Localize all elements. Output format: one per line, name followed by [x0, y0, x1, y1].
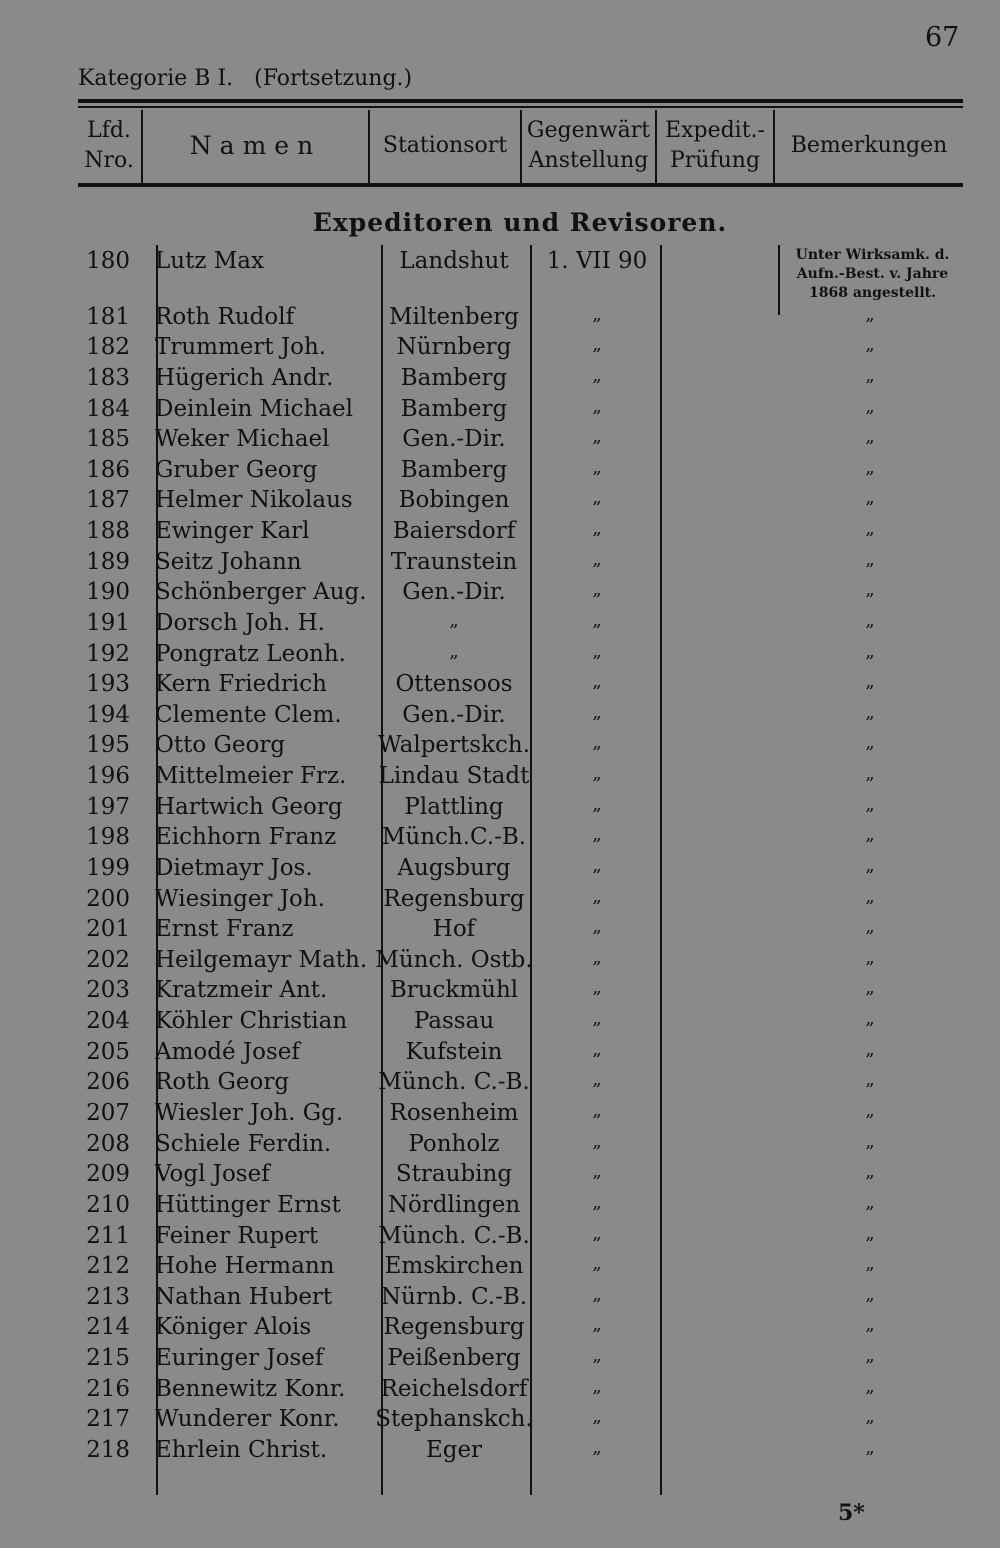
table-row	[0, 1437, 1000, 1467]
header-current-line2: Anstellung	[528, 148, 649, 173]
row-date: „	[592, 1314, 602, 1336]
row-remark: „	[865, 456, 875, 478]
row-date: „	[592, 1406, 602, 1428]
row-remark: „	[865, 732, 875, 754]
row-number: 184	[86, 395, 130, 422]
row-date: „	[592, 1100, 602, 1121]
row-date: „	[592, 1191, 602, 1213]
row-remark: „	[865, 518, 875, 540]
row-name: Roth Georg	[155, 1069, 290, 1096]
table-row	[0, 641, 1000, 671]
row-number: 200	[86, 885, 130, 912]
header-nr-line1: Lfd.	[87, 118, 131, 143]
header-bottom-rule	[78, 183, 963, 187]
header-name	[143, 110, 368, 182]
row-date: „	[592, 426, 602, 448]
row-remark: „	[865, 609, 875, 631]
row-remark: „	[865, 579, 875, 601]
table-row	[0, 855, 1000, 885]
row-name: Helmer Nikolaus	[155, 487, 353, 514]
row-name: Nathan Hubert	[155, 1283, 333, 1310]
row-remark: „	[865, 1436, 875, 1458]
row-remark: „	[865, 364, 875, 386]
row-name: Gruber Georg	[155, 456, 318, 483]
row-name: Vogl Josef	[155, 1161, 270, 1188]
row-date: „	[592, 977, 602, 999]
row-number: 188	[86, 518, 130, 545]
row-remark: „	[865, 977, 875, 999]
row-number: 196	[86, 763, 130, 790]
row-name: Dietmayr Jos.	[155, 854, 313, 881]
table-row	[0, 487, 1000, 517]
row-station: Landshut	[399, 248, 509, 274]
row-remark: „	[865, 548, 875, 570]
row-remark: „	[865, 793, 875, 815]
table-row	[0, 1161, 1000, 1191]
row-station: Baiersdorf	[392, 518, 516, 545]
row-station: Straubing	[395, 1161, 513, 1188]
row-name: Ehrlein Christ.	[155, 1436, 328, 1463]
remark-first-line2: Aufn.-Best. v. Jahre	[796, 266, 949, 282]
row-remark: „	[865, 946, 875, 968]
row-number: 218	[86, 1436, 130, 1463]
header-exam-line2: Prüfung	[669, 148, 761, 173]
row-remark: „	[865, 1345, 875, 1367]
row-number: 181	[86, 303, 130, 330]
table-row	[0, 304, 1000, 334]
row-station: Eger	[425, 1436, 483, 1463]
table-row	[0, 426, 1000, 456]
row-number: 214	[86, 1314, 130, 1341]
row-number: 211	[86, 1222, 130, 1249]
row-number: 197	[86, 793, 130, 820]
row-number: 191	[86, 609, 130, 636]
row-date: 1. VII 90	[546, 248, 648, 274]
row-number: 192	[86, 640, 130, 667]
row-remark: „	[865, 854, 875, 876]
row-station: Miltenberg	[389, 303, 519, 330]
header-station-label: Stationsort	[382, 133, 508, 158]
row-number: 206	[86, 1069, 130, 1096]
table-row	[0, 1376, 1000, 1406]
section-title: Expeditoren und Revisoren.	[312, 208, 728, 237]
table-row	[0, 886, 1000, 916]
row-date: „	[592, 395, 602, 417]
row-name: Deinlein Michael	[155, 395, 353, 422]
remark-first-line3: 1868 angestellt.	[808, 285, 937, 301]
row-station: Ponholz	[408, 1130, 500, 1157]
row-date: „	[592, 946, 602, 968]
row-remark: „	[865, 916, 875, 938]
row-number: 193	[86, 671, 130, 698]
row-station: Lindau Stadt	[378, 763, 530, 790]
row-name: Heilgemayr Math.	[155, 946, 368, 973]
table-row	[0, 1192, 1000, 1222]
row-station: Regensburg	[383, 885, 525, 912]
row-name: Köhler Christian	[155, 1008, 348, 1035]
row-date: „	[592, 793, 602, 815]
row-remark: „	[865, 1375, 875, 1397]
row-date: „	[592, 671, 602, 693]
row-station: Reichelsdorf	[380, 1375, 528, 1402]
row-station: Bamberg	[400, 456, 508, 483]
row-remark: „	[865, 1069, 875, 1091]
row-station: Bamberg	[400, 364, 508, 391]
row-date: „	[592, 916, 602, 938]
row-number: 180	[86, 248, 130, 274]
row-station: Münch. C.-B.	[378, 1069, 530, 1096]
table-row	[0, 396, 1000, 426]
row-station: Ottensoos	[395, 671, 513, 698]
row-date: „	[592, 732, 602, 754]
row-date: „	[592, 364, 602, 386]
row-date: „	[592, 609, 602, 631]
row-date: „	[592, 456, 602, 478]
row-date: „	[592, 1283, 602, 1305]
row-number: 183	[86, 364, 130, 391]
row-remark: „	[865, 1038, 875, 1060]
row-name: Dorsch Joh. H.	[155, 609, 325, 636]
row-number: 215	[86, 1345, 130, 1372]
table-row	[0, 1406, 1000, 1436]
table-row	[0, 702, 1000, 732]
table-row	[0, 1100, 1000, 1130]
row-station: Peißenberg	[387, 1345, 521, 1372]
row-date: „	[592, 1008, 602, 1030]
row-station: Münch. Ostb.	[375, 946, 533, 973]
table-row	[0, 1039, 1000, 1069]
row-date: „	[592, 824, 602, 846]
row-number: 209	[86, 1161, 130, 1188]
row-station: „	[449, 609, 459, 631]
row-station: Nürnb. C.-B.	[380, 1283, 528, 1310]
header-name-label: Namen	[189, 131, 322, 160]
table-row	[0, 334, 1000, 364]
row-station: Gen.-Dir.	[402, 426, 506, 453]
table-row	[0, 1345, 1000, 1375]
row-date: „	[592, 854, 602, 876]
row-number: 203	[86, 977, 130, 1004]
table-row	[0, 824, 1000, 854]
row-date: „	[592, 640, 602, 662]
row-number: 187	[86, 487, 130, 514]
row-remark: „	[865, 640, 875, 662]
row-remark: „	[865, 824, 875, 846]
row-date: „	[592, 1161, 602, 1183]
table-row	[0, 1253, 1000, 1283]
row-date: „	[592, 1253, 602, 1275]
row-number: 185	[86, 426, 130, 453]
row-name: Ewinger Karl	[155, 518, 310, 545]
row-number: 216	[86, 1375, 130, 1402]
row-name: Amodé Josef	[155, 1038, 300, 1065]
row-date: „	[592, 701, 602, 723]
row-name: Otto Georg	[155, 732, 286, 759]
table-row	[0, 549, 1000, 579]
header-remarks-label: Bemerkungen	[790, 133, 948, 158]
row-station: Bruckmühl	[389, 977, 519, 1004]
row-number: 207	[86, 1100, 130, 1126]
row-station: Gen.-Dir.	[402, 701, 506, 728]
row-station: Passau	[413, 1008, 495, 1035]
row-station: Münch. C.-B.	[378, 1222, 530, 1249]
header-nr	[78, 110, 140, 182]
row-remark: „	[865, 1130, 875, 1152]
row-date: „	[592, 1345, 602, 1367]
row-station: Traunstein	[390, 548, 518, 575]
row-remark: „	[865, 1406, 875, 1428]
row-remark: „	[865, 426, 875, 448]
row-name: Mittelmeier Frz.	[155, 763, 347, 790]
table-row	[0, 1131, 1000, 1161]
table-row	[0, 610, 1000, 640]
row-name: Roth Rudolf	[155, 303, 295, 330]
row-name: Hohe Hermann	[155, 1253, 335, 1280]
row-number: 199	[86, 854, 130, 881]
row-date: „	[592, 1038, 602, 1060]
row-remark: „	[865, 1314, 875, 1336]
row-number: 190	[86, 579, 130, 606]
row-name: Schiele Ferdin.	[155, 1130, 332, 1157]
row-remark: „	[865, 1161, 875, 1183]
row-number: 208	[86, 1130, 130, 1157]
row-date: „	[592, 1130, 602, 1152]
row-date: „	[592, 885, 602, 907]
top-rule-thick	[78, 99, 963, 103]
row-name: Seitz Johann	[155, 548, 302, 575]
row-number: 189	[86, 548, 130, 575]
row-date: „	[592, 548, 602, 570]
header-current-line1: Gegenwärt	[526, 118, 651, 143]
row-station: Augsburg	[397, 854, 511, 881]
row-name: Weker Michael	[155, 426, 330, 453]
row-name: Kern Friedrich	[155, 671, 327, 698]
row-name: Hügerich Andr.	[155, 364, 334, 391]
row-remark: „	[865, 1100, 875, 1121]
row-number: 195	[86, 732, 130, 759]
row-name: Königer Alois	[155, 1314, 312, 1341]
row-date: „	[592, 303, 602, 325]
row-remark: „	[865, 1008, 875, 1030]
page-number: 67	[925, 22, 960, 53]
table-row	[0, 763, 1000, 793]
row-date: „	[592, 518, 602, 540]
row-name: Hartwich Georg	[155, 793, 343, 820]
row-name: Eichhorn Franz	[155, 824, 337, 851]
header-nr-line2: Nro.	[84, 148, 134, 173]
row-station: Rosenheim	[389, 1100, 519, 1126]
row-station: Münch.C.-B.	[381, 824, 527, 851]
row-name: Bennewitz Konr.	[155, 1375, 346, 1402]
table-row	[0, 365, 1000, 395]
top-rule-thin	[78, 106, 963, 108]
signature-mark: 5*	[838, 1500, 865, 1526]
header-station	[370, 110, 520, 182]
row-station: Plattling	[404, 793, 504, 820]
row-remark: „	[865, 763, 875, 785]
row-name: Ernst Franz	[155, 916, 294, 943]
row-name: Clemente Clem.	[155, 701, 342, 728]
remark-first-line1: Unter Wirksamk. d.	[795, 247, 950, 263]
row-number: 202	[86, 946, 130, 973]
row-station: Stephanskch.	[375, 1406, 533, 1433]
header-remarks	[775, 110, 963, 182]
row-remark: „	[865, 303, 875, 325]
row-number: 194	[86, 701, 130, 728]
row-date: „	[592, 763, 602, 785]
row-station: Nürnberg	[396, 334, 512, 361]
row-remark: „	[865, 885, 875, 907]
row-station: Walpertskch.	[377, 732, 531, 759]
row-name: Schönberger Aug.	[155, 579, 367, 606]
row-number: 201	[86, 916, 130, 943]
row-remark: „	[865, 334, 875, 356]
row-name: Lutz Max	[155, 248, 264, 274]
table-row	[0, 518, 1000, 548]
table-row	[0, 1069, 1000, 1099]
row-name: Wunderer Konr.	[155, 1406, 340, 1433]
row-name: Feiner Rupert	[155, 1222, 319, 1249]
row-remark: „	[865, 671, 875, 693]
row-number: 186	[86, 456, 130, 483]
table-row	[0, 457, 1000, 487]
table-row	[0, 1223, 1000, 1253]
row-date: „	[592, 1375, 602, 1397]
row-date: „	[592, 1069, 602, 1091]
row-remark: „	[865, 487, 875, 509]
row-date: „	[592, 579, 602, 601]
table-row	[0, 1008, 1000, 1038]
table-row	[0, 579, 1000, 609]
row-name: Hüttinger Ernst	[155, 1191, 341, 1218]
header-exam-line1: Expedit.-	[665, 118, 765, 143]
table-row	[0, 794, 1000, 824]
row-name: Pongratz Leonh.	[155, 640, 346, 667]
table-row	[0, 248, 1000, 278]
row-number: 210	[86, 1191, 130, 1218]
row-date: „	[592, 1222, 602, 1244]
row-remark: „	[865, 395, 875, 417]
row-name: Trummert Joh.	[155, 334, 327, 361]
row-station: Hof	[432, 916, 476, 943]
row-remark: „	[865, 1191, 875, 1213]
row-station: Bamberg	[400, 395, 508, 422]
table-row	[0, 916, 1000, 946]
row-name: Wiesler Joh. Gg.	[155, 1100, 344, 1126]
row-number: 205	[86, 1038, 130, 1065]
row-station: „	[449, 640, 459, 662]
category-heading: Kategorie B I. (Fortsetzung.)	[78, 66, 413, 91]
row-date: „	[592, 487, 602, 509]
table-row	[0, 732, 1000, 762]
header-exam	[657, 110, 773, 182]
row-remark: „	[865, 701, 875, 723]
row-remark: „	[865, 1253, 875, 1275]
row-number: 213	[86, 1283, 130, 1310]
table-row	[0, 1284, 1000, 1314]
row-station: Gen.-Dir.	[402, 579, 506, 606]
row-number: 182	[86, 334, 130, 361]
row-date: „	[592, 334, 602, 356]
row-name: Wiesinger Joh.	[155, 885, 326, 912]
row-station: Emskirchen	[384, 1253, 524, 1280]
row-station: Kufstein	[405, 1038, 503, 1065]
row-station: Nördlingen	[387, 1191, 521, 1218]
row-station: Regensburg	[383, 1314, 525, 1341]
row-number: 204	[86, 1008, 130, 1035]
table-row	[0, 977, 1000, 1007]
row-number: 198	[86, 824, 130, 851]
table-row	[0, 947, 1000, 977]
header-current	[522, 110, 655, 182]
row-remark: „	[865, 1222, 875, 1244]
table-row	[0, 1314, 1000, 1344]
row-number: 212	[86, 1253, 130, 1280]
table-row	[0, 671, 1000, 701]
row-name: Kratzmeir Ant.	[155, 977, 328, 1004]
row-number: 217	[86, 1406, 130, 1433]
row-station: Bobingen	[398, 487, 510, 514]
row-date: „	[592, 1436, 602, 1458]
row-remark: „	[865, 1283, 875, 1305]
row-name: Euringer Josef	[155, 1345, 324, 1372]
